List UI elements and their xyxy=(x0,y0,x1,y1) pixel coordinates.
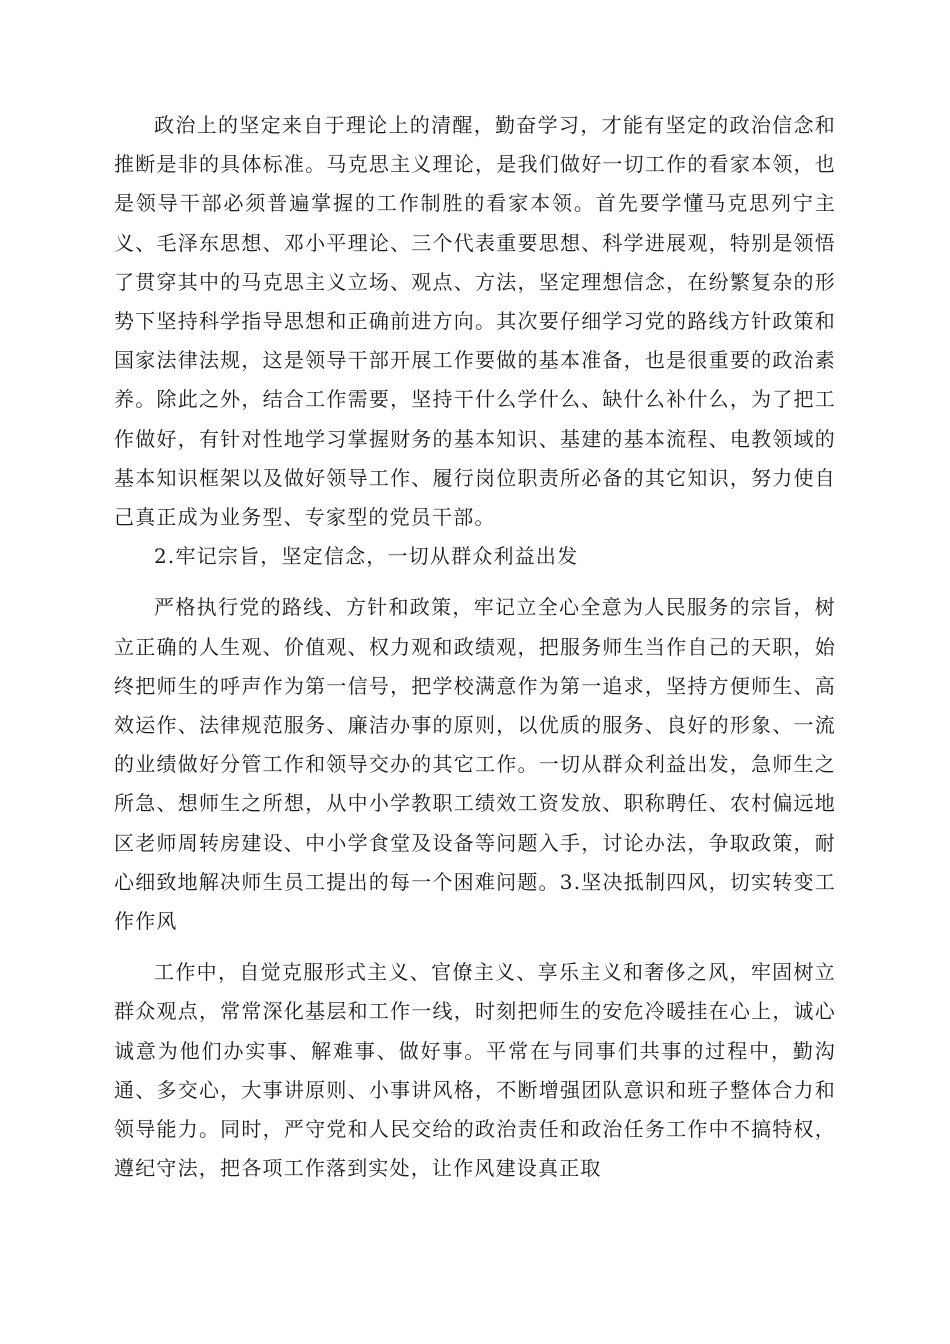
paragraph-study-theory: 政治上的坚定来自于理论上的清醒，勤奋学习，才能有坚定的政治信念和推断是非的具体标准。马克思主义理论，是我们做好一切工作的看家本领，也是领导干部必须普遍掌握的工作制胜的看家本领。首先要学懂马克思列宁主义、毛泽东思想、邓小平理论、三个代表重要思想、科学进展观，特别是领悟了贯穿其中的马克思主义立场、观点、方法，坚定理想信念，在纷繁复杂的形势下坚持科学指导思想和正确前进方向。其次要仔细学习党的路线方针政策和国家法律法规，这是领导干部开展工作要做的基本准备，也是很重要的政治素养。除此之外，结合工作需要，坚持干什么学什么、缺什么补什么，为了把工作做好，有针对性地学习掌握财务的基本知识、基建的基本流程、电教领域的基本知识框架以及做好领导工作、履行岗位职责所必备的其它知识，努力使自己真正成为业务型、专家型的党员干部。 xyxy=(114,113,836,530)
section-heading-2: 2.牢记宗旨，坚定信念，一切从群众利益出发 xyxy=(154,544,579,569)
paragraph-work-style: 工作中，自觉克服形式主义、官僚主义、享乐主义和奢侈之风，牢固树立群众观点，常常深化基层和工作一线，时刻把师生的安危冷暖挂在心上，诚心诚意为他们办实事、解难事、做好事。平常在与同事们共事的过程中，勤沟通、多交心，大事讲原则、小事讲风格，不断增强团队意识和班子整体合力和领导能力。同时，严守党和人民交给的政治责任和政治任务工作中不搞特权，遵纪守法，把各项工作落到实处，让作风建设真正取 xyxy=(114,960,836,1181)
paragraph-serve-people: 严格执行党的路线、方针和政策，牢记立全心全意为人民服务的宗旨，树立正确的人生观、价值观、权力观和政绩观，把服务师生当作自己的天职，始终把师生的呼声作为第一信号，把学校满意作为第一追求，坚持方便师生、高效运作、法律规范服务、廉洁办事的原则，以优质的服务、良好的形象、一流的业绩做好分管工作和领导交办的其它工作。一切从群众利益出发，急师生之所急、想师生之所想，从中小学教职工绩效工资发放、职称聘任、农村偏远地区老师周转房建设、中小学食堂及设备等问题入手，讨论办法，争取政策，耐心细致地解决师生员工提出的每一个困难问题。3.坚决抵制四风，切实转变工作作风 xyxy=(114,595,836,934)
document-page xyxy=(114,106,836,1188)
